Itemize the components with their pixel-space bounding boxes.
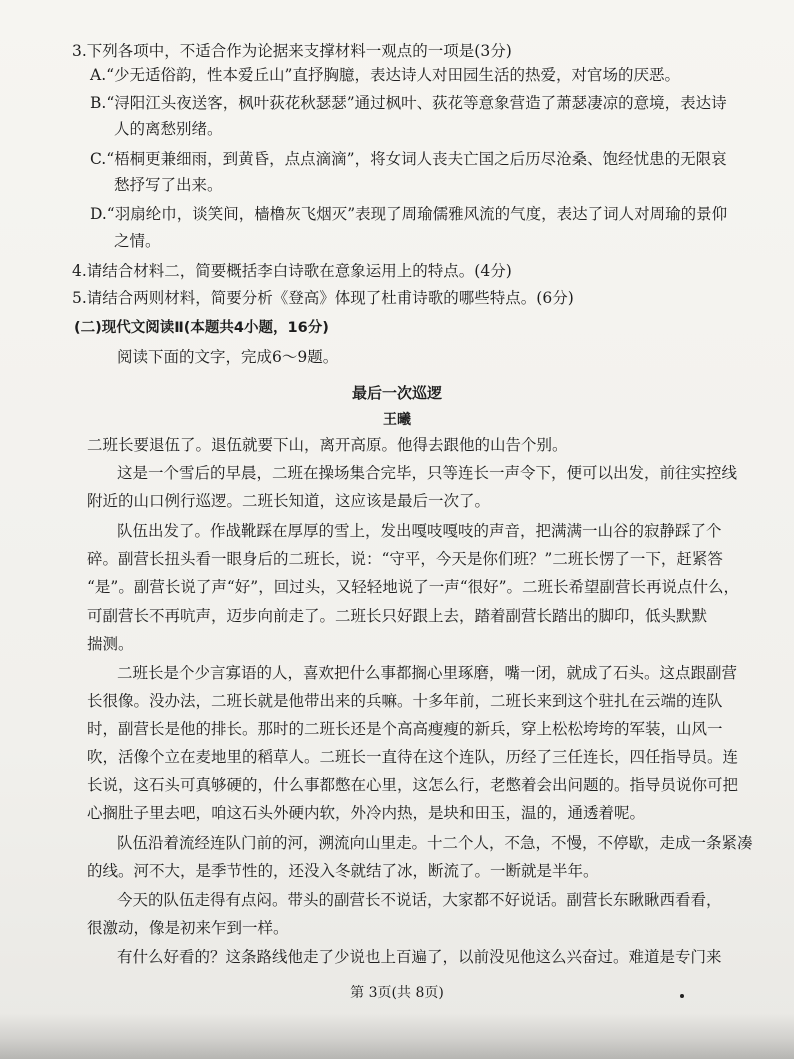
section-heading: (二)现代文阅读Ⅱ(本题共4小题，16分): [74, 320, 329, 336]
question-3-option-b: B.“浔阳江头夜送客，枫叶荻花秋瑟瑟”通过枫叶、荻花等意象营造了萧瑟凄凉的意境，表达诗: [90, 94, 727, 112]
article-line: 二班长是个少言寡语的人，喜欢把什么事都搁心里琢磨，嘴一闭，就成了石头。这点跟副营: [117, 664, 738, 682]
question-3-option-a: A.“少无适俗韵，性本爱丘山”直抒胸臆，表达诗人对田园生活的热爱，对官场的厌恶。: [90, 66, 680, 84]
article-line: 长说，这石头可真够硬的，什么事都憋在心里，这怎么行，老憋着会出问题的。指导员说你可把: [87, 776, 739, 794]
article-line: 附近的山口例行巡逻。二班长知道，这应该是最后一次了。: [87, 492, 491, 510]
article-line: 揣测。: [87, 635, 134, 653]
article-line: 碎。副营长扭头看一眼身后的二班长，说：“守平，今天是你们班？”二班长愣了一下，赶紧答: [87, 550, 723, 568]
question-4: 4.请结合材料二，简要概括李白诗歌在意象运用上的特点。(4分): [72, 262, 512, 280]
article-line: 这是一个雪后的早晨，二班在操场集合完毕，只等连长一声令下，便可以出发，前往实控线: [117, 464, 738, 482]
question-3-option-d-cont: 之情。: [114, 232, 161, 250]
article-line: 有什么好看的？这条路线他走了少说也上百遍了，以前没见他这么兴奋过。难道是专门来: [117, 948, 722, 966]
article-line: 长很像。没办法，二班长就是他带出来的兵嘛。十多年前，二班长来到这个驻扎在云端的连队: [87, 692, 723, 710]
question-3-stem: 3.下列各项中，不适合作为论据来支撑材料一观点的一项是(3分): [72, 42, 512, 60]
section-instruction: 阅读下面的文字，完成6～9题。: [117, 348, 339, 366]
article-line: 今天的队伍走得有点闷。带头的副营长不说话，大家都不好说话。副营长东瞅瞅西看看，: [117, 891, 722, 909]
question-3-option-b-cont: 人的离愁别绪。: [114, 120, 223, 138]
question-3-option-c-cont: 愁抒写了出来。: [114, 176, 223, 194]
article-line: 时，副营长是他的排长。那时的二班长还是个高高瘦瘦的新兵，穿上松松垮垮的军装，山风一: [87, 720, 723, 738]
article-line: 队伍沿着流经连队门前的河，溯流向山里走。十二个人，不急，不慢，不停歇，走成一条紧凑: [117, 834, 753, 852]
article-line: 队伍出发了。作战靴踩在厚厚的雪上，发出嘎吱嘎吱的声音，把满满一山谷的寂静踩了个: [117, 522, 722, 540]
article-line: 吹，活像个立在麦地里的稻草人。二班长一直待在这个连队，历经了三任连长，四任指导员。连: [87, 748, 739, 766]
article-title: 最后一次巡逻: [351, 384, 442, 402]
bottom-scan-shadow: [0, 1013, 794, 1059]
article-line: “是”。副营长说了声“好”，回过头，又轻轻地说了一声“很好”。二班长希望副营长再说点什么，: [87, 578, 740, 596]
page-footer: 第 3页(共 8页): [350, 985, 444, 1001]
article-author: 王曦: [383, 412, 411, 428]
question-3-option-d: D.“羽扇纶巾，谈笑间，樯橹灰飞烟灭”表现了周瑜儒雅风流的气度，表达了词人对周瑜的景仰: [90, 205, 728, 223]
article-line: 的线。河不大，是季节性的，还没入冬就结了冰，断流了。一断就是半年。: [87, 862, 599, 880]
stray-dot-mark: [680, 994, 684, 998]
article-line: 可副营长不再吭声，迈步向前走了。二班长只好跟上去，踏着副营长踏出的脚印，低头默默: [87, 607, 708, 625]
article-line: 二班长要退伍了。退伍就要下山，离开高原。他得去跟他的山告个别。: [87, 436, 568, 454]
question-5: 5.请结合两则材料，简要分析《登高》体现了杜甫诗歌的哪些特点。(6分): [72, 289, 574, 307]
question-3-option-c: C.“梧桐更兼细雨，到黄昏，点点滴滴”，将女词人丧夫亡国之后历尽沧桑、饱经忧患的无限哀: [90, 150, 727, 168]
article-line: 心搁肚子里去吧，咱这石头外硬内软，外冷内热，是块和田玉，温的，通透着呢。: [87, 804, 646, 822]
article-line: 很激动，像是初来乍到一样。: [87, 919, 289, 937]
